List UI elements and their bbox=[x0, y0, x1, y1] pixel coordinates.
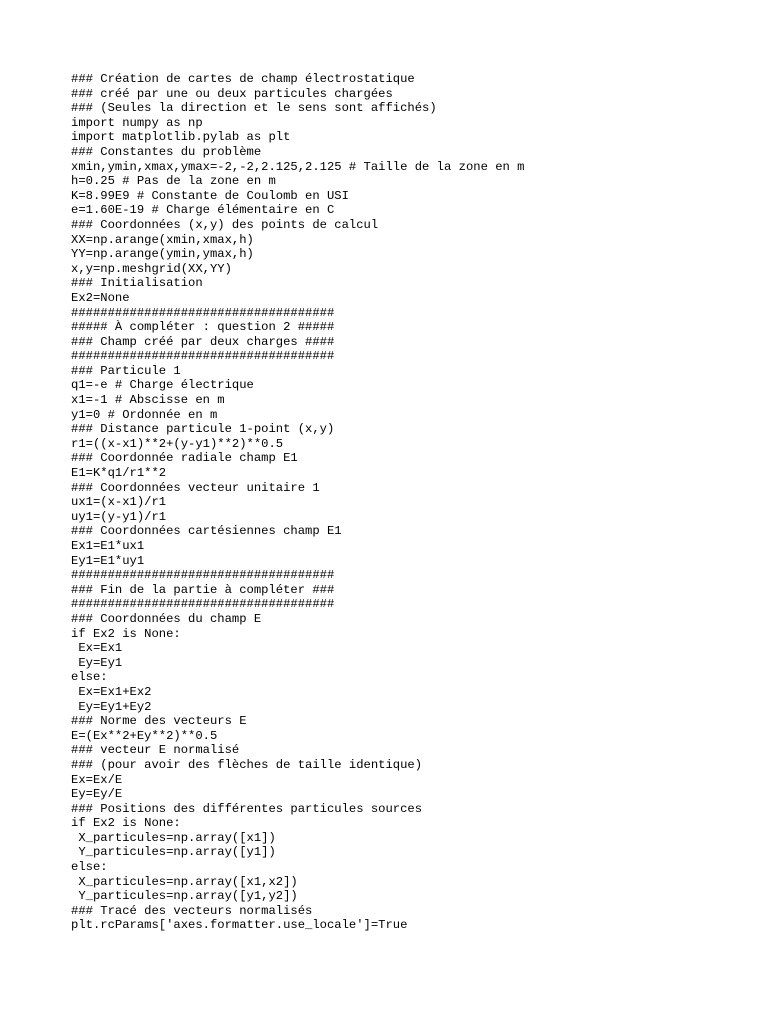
code-line: import numpy as np bbox=[71, 115, 203, 130]
code-line: Ey1=E1*uy1 bbox=[71, 553, 145, 568]
code-line: ### créé par une ou deux particules chargées bbox=[71, 86, 393, 101]
code-line: Ey=Ey1+Ey2 bbox=[71, 699, 152, 714]
code-line: E1=K*q1/r1**2 bbox=[71, 466, 167, 481]
code-line: ### Fin de la partie à compléter ### bbox=[71, 582, 335, 597]
code-line: Y_particules=np.array([y1,y2]) bbox=[71, 889, 298, 904]
code-line: import matplotlib.pylab as plt bbox=[71, 130, 291, 145]
code-line: Ex=Ex1 bbox=[71, 641, 123, 656]
code-line: r1=((x-x1)**2+(y-y1)**2)**0.5 bbox=[71, 436, 284, 451]
code-line: K=8.99E9 # Constante de Coulomb en USI bbox=[71, 188, 349, 203]
code-line: q1=-e # Charge électrique bbox=[71, 378, 254, 393]
code-line: Ey=Ey1 bbox=[71, 655, 123, 670]
code-listing bbox=[71, 72, 524, 933]
code-line: E=(Ex**2+Ey**2)**0.5 bbox=[71, 728, 218, 743]
code-line: #################################### bbox=[71, 305, 335, 320]
code-line: ### Initialisation bbox=[71, 276, 203, 291]
code-line: if Ex2 is None: bbox=[71, 816, 181, 831]
code-line: ### Coordonnée radiale champ E1 bbox=[71, 451, 298, 466]
code-line: X_particules=np.array([x1,x2]) bbox=[71, 874, 298, 889]
code-line: ### Constantes du problème bbox=[71, 144, 262, 159]
code-line: ### Champ créé par deux charges #### bbox=[71, 334, 335, 349]
code-line: #################################### bbox=[71, 568, 335, 583]
code-line: ### Distance particule 1-point (x,y) bbox=[71, 422, 335, 437]
code-line: ### (pour avoir des flèches de taille identique) bbox=[71, 757, 423, 772]
code-line: XX=np.arange(xmin,xmax,h) bbox=[71, 232, 254, 247]
code-line: ### Coordonnées cartésiennes champ E1 bbox=[71, 524, 342, 539]
code-line: ### Création de cartes de champ électrostatique bbox=[71, 72, 415, 86]
code-line: else: bbox=[71, 860, 108, 875]
code-line: ### Coordonnées (x,y) des points de calcul bbox=[71, 217, 379, 232]
code-line: ### (Seules la direction et le sens sont affichés) bbox=[71, 101, 437, 116]
code-line: Ex1=E1*ux1 bbox=[71, 539, 145, 553]
code-line: ### Coordonnées vecteur unitaire 1 bbox=[71, 480, 320, 495]
code-line: ### Norme des vecteurs E bbox=[71, 714, 247, 729]
code-line: ### Tracé des vecteurs normalisés bbox=[71, 903, 313, 918]
code-line: Ex=Ex/E bbox=[71, 772, 123, 787]
code-line: X_particules=np.array([x1]) bbox=[71, 830, 276, 845]
code-line: #################################### bbox=[71, 349, 335, 364]
code-line: plt.rcParams['axes.formatter.use_locale']=True bbox=[71, 918, 408, 933]
code-line: ux1=(x-x1)/r1 bbox=[71, 495, 167, 510]
code-line: Ex=Ex1+Ex2 bbox=[71, 684, 152, 699]
code-line: y1=0 # Ordonnée en m bbox=[71, 407, 218, 422]
code-line: x,y=np.meshgrid(XX,YY) bbox=[71, 261, 232, 276]
code-line: e=1.60E-19 # Charge élémentaire en C bbox=[71, 203, 335, 218]
code-line: h=0.25 # Pas de la zone en m bbox=[71, 174, 276, 189]
code-line: Ey=Ey/E bbox=[71, 787, 123, 802]
code-line: Ex2=None bbox=[71, 290, 130, 305]
code-line: ##### À compléter : question 2 ##### bbox=[71, 320, 335, 335]
code-line: xmin,ymin,xmax,ymax=-2,-2,2.125,2.125 # Taille de la zone en m bbox=[71, 159, 525, 174]
code-line: else: bbox=[71, 670, 108, 685]
code-line: if Ex2 is None: bbox=[71, 626, 181, 641]
code-line: Y_particules=np.array([y1]) bbox=[71, 845, 276, 860]
code-line: ### Coordonnées du champ E bbox=[71, 611, 262, 626]
code-line: uy1=(y-y1)/r1 bbox=[71, 509, 167, 524]
code-line: ### Particule 1 bbox=[71, 363, 181, 378]
code-line: #################################### bbox=[71, 597, 335, 612]
code-line: ### vecteur E normalisé bbox=[71, 743, 240, 758]
code-line: x1=-1 # Abscisse en m bbox=[71, 393, 225, 408]
code-line: YY=np.arange(ymin,ymax,h) bbox=[71, 247, 254, 262]
code-line: ### Positions des différentes particules sources bbox=[71, 801, 423, 816]
